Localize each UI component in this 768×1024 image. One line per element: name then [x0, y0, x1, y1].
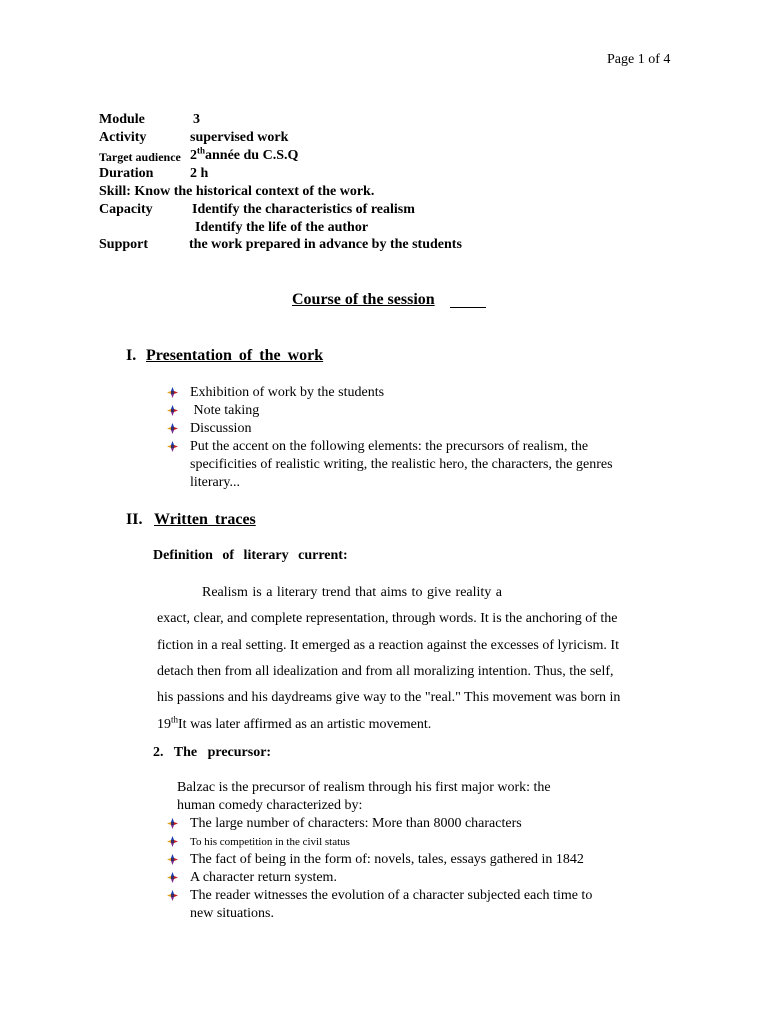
precursor-intro-1: Balzac is the precursor of realism through his first major work: the	[177, 780, 551, 795]
list-item: The reader witnesses the evolution of a character subjected each time to new situations.	[167, 887, 592, 923]
list-item: The fact of being in the form of: novels, tales, essays gathered in 1842	[167, 851, 592, 869]
section-2-number: II.	[126, 511, 143, 528]
definition-heading: Definition of literary current:	[153, 548, 348, 563]
support-label: Support	[99, 237, 149, 252]
list-item: Put the accent on the following elements: the precursors of realism, the specificities of realistic writing, the realistic hero, the characters, the genres literary...	[167, 438, 613, 492]
diamond-bullet-icon	[167, 890, 178, 901]
audience-value: 2thannée du C.S.Q	[190, 145, 299, 163]
diamond-bullet-icon	[167, 836, 178, 847]
section-2-title: Written traces	[154, 511, 256, 528]
diamond-bullet-icon	[167, 818, 178, 829]
section-1-bullets	[167, 384, 613, 492]
section-1-heading	[126, 347, 526, 369]
audience-label: Target audience	[99, 150, 181, 164]
section-2-heading	[126, 511, 526, 533]
module-label: Module	[99, 112, 145, 127]
diamond-bullet-icon	[167, 872, 178, 883]
capacity-value-1: Identify the characteristics of realism	[192, 202, 415, 217]
list-item: Discussion	[167, 420, 613, 438]
diamond-bullet-icon	[167, 854, 178, 865]
title-underline-extension	[450, 307, 486, 308]
list-item: Note taking	[167, 402, 613, 420]
diamond-bullet-icon	[167, 423, 178, 434]
activity-label: Activity	[99, 130, 147, 145]
activity-value: supervised work	[190, 130, 289, 145]
list-item: The large number of characters: More than 8000 characters	[167, 815, 592, 833]
skill-text: Skill: Know the historical context of the work.	[99, 184, 375, 199]
list-item: A character return system.	[167, 869, 592, 887]
precursor-intro-2: human comedy characterized by:	[177, 798, 363, 813]
capacity-label: Capacity	[99, 202, 153, 217]
section-1-number: I.	[126, 347, 137, 364]
page-number: Page 1 of 4	[607, 52, 671, 67]
diamond-bullet-icon	[167, 405, 178, 416]
section-1-title: Presentation of the work	[146, 347, 324, 364]
precursor-bullets	[167, 815, 592, 923]
list-item: To his competition in the civil status	[167, 833, 592, 851]
diamond-bullet-icon	[167, 441, 178, 452]
duration-label: Duration	[99, 166, 154, 181]
duration-value: 2 h	[190, 166, 209, 181]
course-title: Course of the session	[292, 291, 435, 308]
list-item: Exhibition of work by the students	[167, 384, 613, 402]
capacity-value-2: Identify the life of the author	[195, 220, 369, 235]
precursor-heading: 2. The precursor:	[153, 745, 272, 760]
module-value: 3	[193, 112, 200, 127]
support-value: the work prepared in advance by the students	[189, 237, 462, 252]
diamond-bullet-icon	[167, 387, 178, 398]
